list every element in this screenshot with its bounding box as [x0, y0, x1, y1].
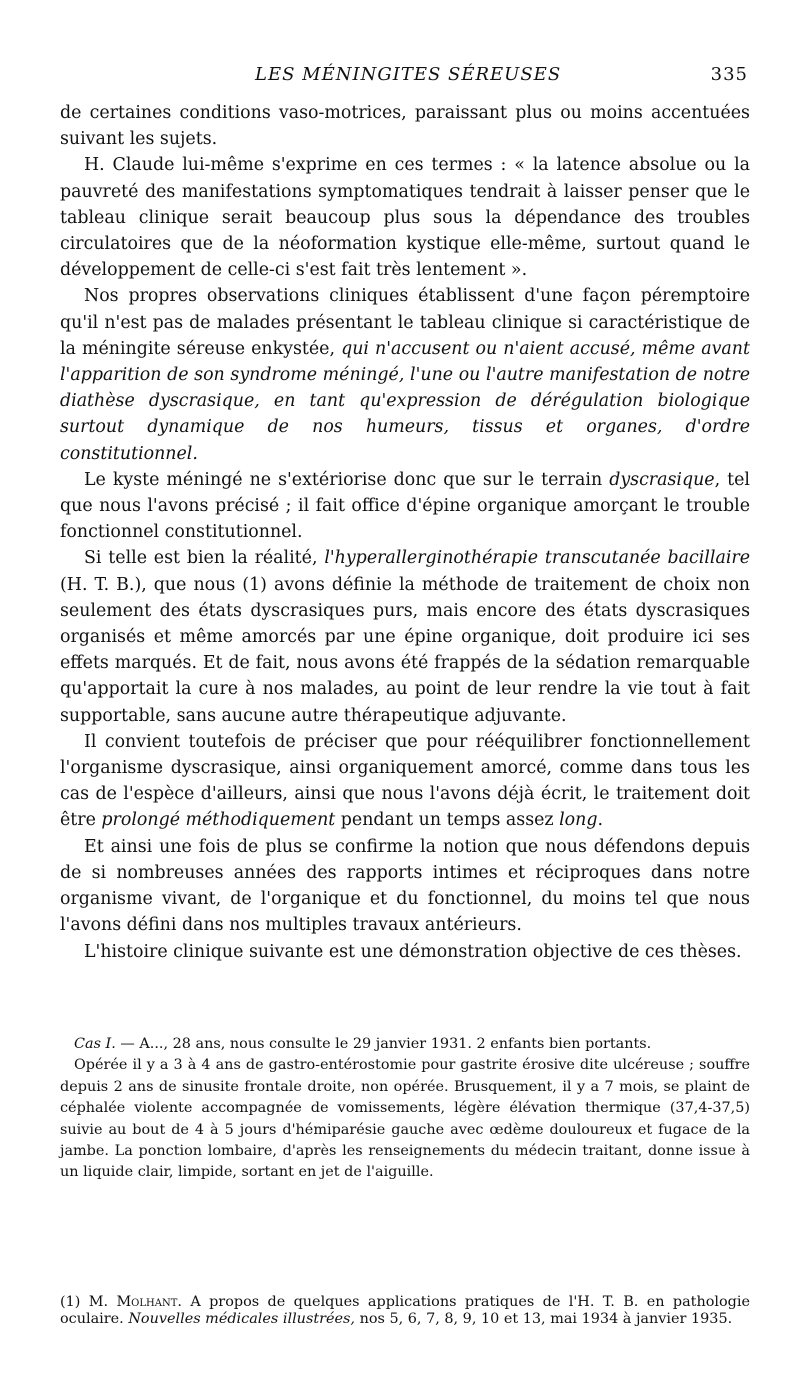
footnote-author: M. Molhant. — [88, 1294, 182, 1310]
footnote-marker: (1) — [60, 1294, 89, 1310]
footnote-journal: Nouvelles médicales illustrées, — [128, 1311, 355, 1327]
paragraph: H. Claude lui-même s'exprime en ces termes : « la latence absolue ou la pauvreté des manifestations symptomatiques tendrait à laisser penser que le tableau clinique serait beaucoup plus sous la dépendance des troubles circulatoires que de la néoformation kystique elle-même, surtout quand le développement de celle-ci s'est fait très lentement ». — [60, 155, 750, 281]
case-label: Cas I. — [74, 1036, 116, 1052]
paragraph: L'histoire clinique suivante est une démonstration objective de ces thèses. — [84, 941, 742, 962]
paragraph-text: , tel que nous l'avons précisé ; il fait office d'épine organique amorçant le trouble fonctionnel constitutionnel. — [60, 469, 750, 543]
footnote — [60, 1294, 750, 1328]
case-intro — [60, 1034, 750, 1055]
paragraph — [60, 729, 750, 834]
case-report — [60, 1034, 750, 1184]
paragraph-text: . — [597, 810, 604, 831]
main-text — [60, 100, 750, 979]
paragraph — [60, 283, 750, 466]
footnote-text: A propos de quelques applications pratiques de l'H. T. B. en pathologie oculaire. — [60, 1294, 750, 1327]
emphasized-text: l'hyperallerginothérapie transcutanée bacillaire — [324, 548, 750, 569]
paragraph-text: Si telle est bien la réalité, — [84, 548, 325, 569]
paragraph-text: Le kyste méningé ne s'extériorise donc que sur le terrain — [84, 469, 610, 490]
running-head — [60, 64, 748, 88]
paragraph-text: (H. T. B.), que nous (1) avons définie la méthode de traitement de choix non seulement des états dyscrasiques purs, mais encore des états dyscrasiques organisés et même amorcés par une épine organique, doit produire ici ses effets marqués. Et de fait, nous avons été frappés de la sédation remarquable qu'apportait la cure à nos malades, au point de leur rendre la vie tout à fait supportable, sans aucune autre thérapeutique adjuvante. — [60, 574, 750, 726]
paragraph — [60, 545, 750, 728]
case-body: Opérée il y a 3 à 4 ans de gastro-entérostomie pour gastrite érosive dite ulcéreuse ; souffre depuis 2 ans de sinusite frontale droite, non opérée. Brusquement, il y a 7 mois, se plaint de céphalée violente accompagnée de vomissements, légère élévation thermique (37,4-37,5) suivie au bout de 4 à 5 jours d'hémiparésie gauche avec œdème douloureux et fugace de la jambe. La ponction lombaire, d'après les renseignements du médecin traitant, donne issue à un liquide clair, limpide, sortant en jet de l'aiguille. — [60, 1057, 750, 1181]
emphasized-text: long — [559, 810, 598, 831]
paragraph-text: Il convient toutefois de préciser que pour rééquilibrer fonctionnellement l'organisme dyscrasique, ainsi organiquement amorcé, comme dans tous les cas de l'espèce d'ailleurs, ainsi que nous l'avons déjà écrit, le traitement doit être — [60, 731, 750, 831]
running-title: LES MÉNINGITES SÉREUSES — [255, 64, 562, 85]
paragraph — [60, 467, 750, 546]
emphasized-text: prolongé méthodiquement — [101, 810, 336, 831]
case-intro-text: — A..., 28 ans, nous consulte le 29 janvier 1931. 2 enfants bien portants. — [115, 1036, 652, 1052]
paragraph-text: pendant un temps assez — [335, 810, 560, 831]
emphasized-text: dyscrasique — [609, 469, 715, 490]
paragraph: Et ainsi une fois de plus se confirme la notion que nous défendons depuis de si nombreuses années des rapports intimes et réciproques dans notre organisme vivant, de l'organique et du fonctionnel, du moins tel que nous l'avons défini dans nos multiples travaux antérieurs. — [60, 836, 750, 936]
footnote-text: nos 5, 6, 7, 8, 9, 10 et 13, mai 1934 à janvier 1935. — [355, 1311, 733, 1327]
page-number: 335 — [710, 64, 748, 85]
paragraph: de certaines conditions vaso-motrices, paraissant plus ou moins accentuées suivant les sujets. — [60, 103, 750, 150]
emphasized-text: qui n'accusent ou n'aient accusé, même avant l'apparition de son syndrome méningé, l'une ou l'autre manifestation de notre diathèse dyscrasique, en tant qu'expression de dérégulation biologique surtout dynamique de nos humeurs, tissus et organes, d'ordre constitutionnel. — [60, 338, 750, 464]
paragraph-text: Nos propres observations cliniques établissent d'une façon péremptoire qu'il n'est pas de malades présentant le tableau clinique si caractéristique de la méningite séreuse enkystée, — [60, 286, 750, 359]
